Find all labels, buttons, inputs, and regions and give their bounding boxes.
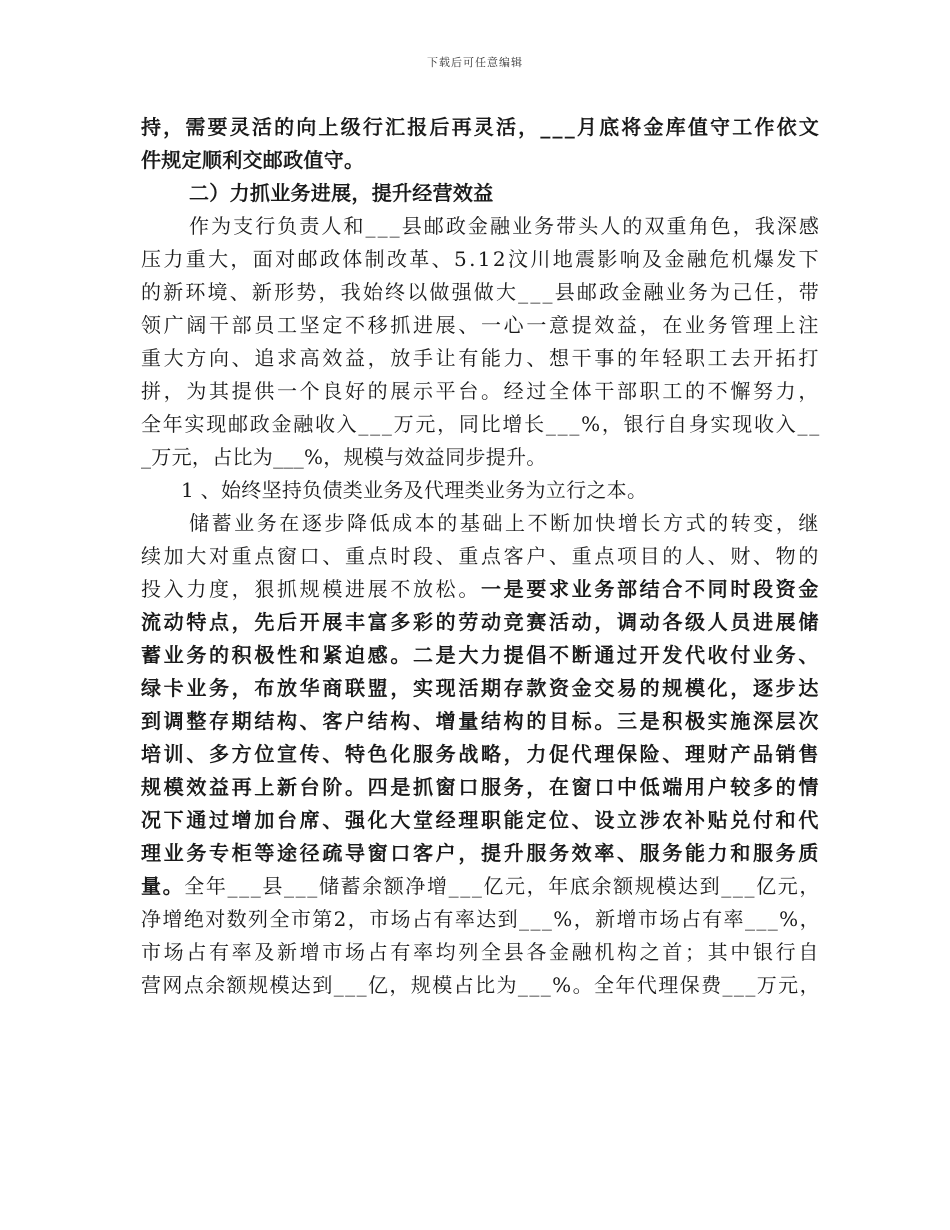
text-segment: 全年实现邮政金融收入___万元，同比增长___%，银行自身实现收入__	[141, 412, 821, 436]
text-line	[141, 903, 821, 936]
text-line	[141, 870, 821, 903]
text-segment: 二）力抓业务进展，提升经营效益	[189, 181, 494, 205]
text-line	[141, 969, 821, 1002]
text-line	[141, 441, 821, 474]
text-segment: 流动特点，先后开展丰富多彩的劳动竞赛活动，调动各级人员进展储	[141, 610, 821, 634]
text-line	[141, 210, 821, 243]
text-segment: 拼，为其提供一个良好的展示平台。经过全体干部职工的不懈努力，	[141, 379, 821, 403]
text-line	[141, 738, 821, 771]
text-line	[141, 177, 821, 210]
text-segment: 1 、始终坚持负债类业务及代理类业务为立行之本。	[181, 478, 648, 502]
text-segment: 规模效益再上新台阶。四是抓窗口服务，在窗口中低端用户较多的情	[141, 775, 821, 799]
document-body	[141, 111, 821, 1002]
text-line	[141, 474, 821, 507]
text-segment: 营网点余额规模达到___亿，规模占比为___%。全年代理保费___万元，	[141, 973, 821, 997]
text-line	[141, 540, 821, 573]
text-segment: _万元，占比为___%，规模与效益同步提升。	[141, 445, 547, 469]
text-segment: 市场占有率及新增市场占有率均列全县各金融机构之首；其中银行自	[141, 940, 821, 964]
text-line	[141, 243, 821, 276]
text-segment: 净增绝对数列全市第2，市场占有率达到___%，新增市场占有率___%，	[141, 907, 821, 931]
page-header-note: 下载后可任意编辑	[427, 56, 523, 69]
text-line	[141, 276, 821, 309]
text-segment: 件规定顺利交邮政值守。	[141, 148, 365, 172]
text-segment: 重大方向、追求高效益，放手让有能力、想干事的年轻职工去开拓打	[141, 346, 821, 370]
text-segment: 投入力度，狠抓规模进展不放松。	[141, 577, 481, 601]
text-segment: 全年___县___储蓄余额净增___亿元，年底余额规模达到___亿元，	[184, 874, 821, 898]
text-segment: 培训、多方位宣传、特色化服务战略，力促代理保险、理财产品销售	[141, 742, 821, 766]
text-line	[141, 771, 821, 804]
text-line	[141, 936, 821, 969]
text-line	[141, 408, 821, 441]
text-segment: 量。	[141, 874, 185, 898]
text-segment: 作为支行负责人和___县邮政金融业务带头人的双重角色，我深感	[189, 214, 821, 238]
text-line	[141, 705, 821, 738]
text-segment: 的新环境、新形势，我始终以做强做大___县邮政金融业务为己任，带	[141, 280, 821, 304]
text-segment: 压力重大，面对邮政体制改革、5.12汶川地震影响及金融危机爆发下	[141, 247, 821, 271]
text-segment: 绿卡业务，布放华商联盟，实现活期存款资金交易的规模化，逐步达	[141, 676, 821, 700]
text-line	[141, 639, 821, 672]
text-line	[141, 837, 821, 870]
text-line	[141, 309, 821, 342]
text-line	[141, 375, 821, 408]
text-segment: 一是要求业务部结合不同时段资金	[481, 577, 821, 601]
text-line	[141, 507, 821, 540]
text-line	[141, 672, 821, 705]
text-line	[141, 606, 821, 639]
text-line	[141, 573, 821, 606]
text-segment: 理业务专柜等途径疏导窗口客户，提升服务效率、服务能力和服务质	[141, 841, 821, 865]
text-segment: 储蓄业务在逐步降低成本的基础上不断加快增长方式的转变，继	[189, 511, 821, 535]
text-segment: 蓄业务的积极性和紧迫感。二是大力提倡不断通过开发代收付业务、	[141, 643, 821, 667]
text-line	[141, 804, 821, 837]
text-segment: 持，需要灵活的向上级行汇报后再灵活，___月底将金库值守工作依文	[141, 115, 821, 139]
text-line	[141, 342, 821, 375]
text-segment: 领广阔干部员工坚定不移抓进展、一心一意提效益，在业务管理上注	[141, 313, 821, 337]
text-segment: 续加大对重点窗口、重点时段、重点客户、重点项目的人、财、物的	[141, 544, 821, 568]
text-segment: 况下通过增加台席、强化大堂经理职能定位、设立涉农补贴兑付和代	[141, 808, 821, 832]
text-line	[141, 111, 821, 144]
text-segment: 到调整存期结构、客户结构、增量结构的目标。三是积极实施深层次	[141, 709, 821, 733]
text-line	[141, 144, 821, 177]
